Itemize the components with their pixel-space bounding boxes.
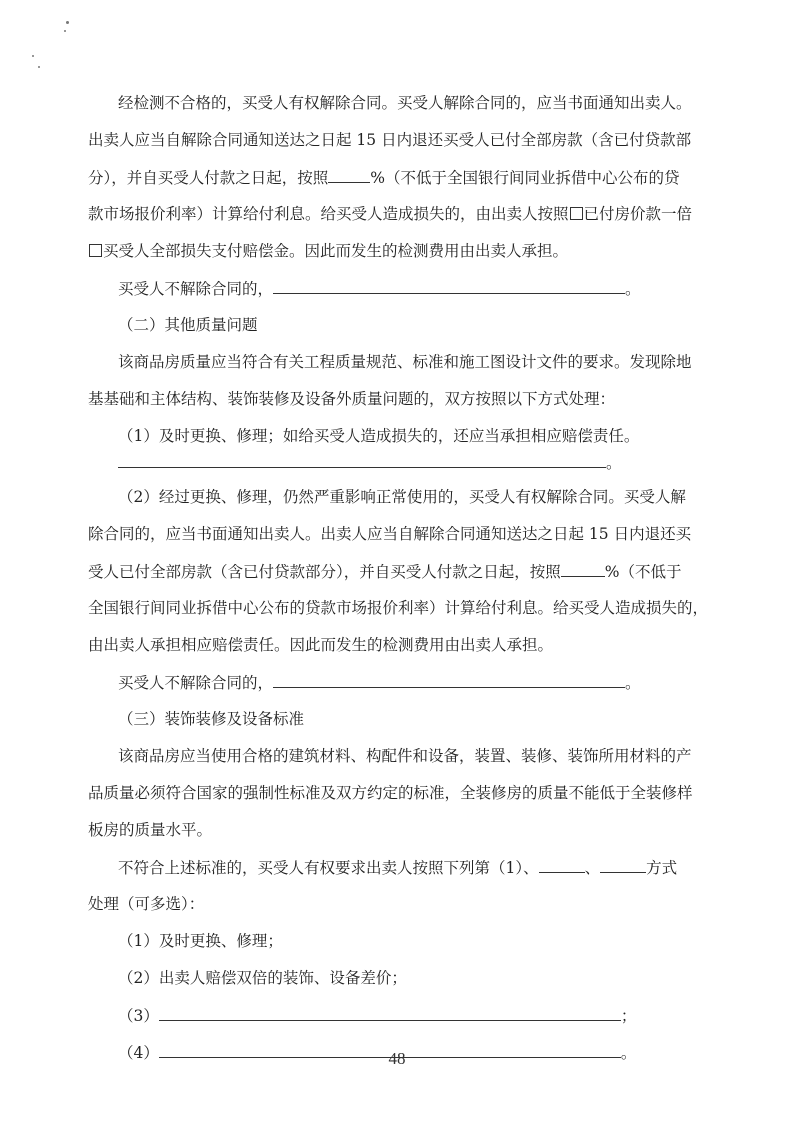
fill-blank[interactable] <box>118 452 606 468</box>
fill-blank[interactable] <box>273 278 625 294</box>
paragraph-line: 买受人不解除合同的， 。 <box>118 280 641 298</box>
paragraph-line: 经检测不合格的，买受人有权解除合同。买受人解除合同的，应当书面通知出卖人。 <box>118 94 692 112</box>
scan-speck <box>38 66 40 68</box>
list-item: （4） 。 <box>118 1044 637 1062</box>
paragraph-line: 全国银行间同业拆借中心公布的贷款市场报价利率）计算给付利息。给买受人造成损失的， <box>88 599 709 617</box>
list-item: （3） ； <box>118 1007 637 1025</box>
rate-blank[interactable] <box>561 561 605 577</box>
fill-blank[interactable] <box>273 672 625 688</box>
paragraph-line: 板房的质量水平。 <box>88 821 213 839</box>
section-heading: （二）其他质量问题 <box>118 316 258 334</box>
paragraph-line: 品质量必须符合国家的强制性标准及双方约定的标准，全装修房的质量不能低于全装修样 <box>88 784 693 802</box>
fill-blank[interactable] <box>159 1005 621 1021</box>
list-item: （1）及时更换、修理； <box>118 932 283 950</box>
paragraph-line: 由出卖人承担相应赔偿责任。因此而发生的检测费用由出卖人承担。 <box>88 636 554 654</box>
paragraph-line: 分），并自买受人付款之日起，按照 %（不低于全国银行间同业拆借中心公布的贷 <box>88 169 680 187</box>
paragraph-line: 处理（可多选）： <box>88 895 205 913</box>
paragraph-line: 买受人全部损失支付赔偿金。因此而发生的检测费用由出卖人承担。 <box>88 241 568 261</box>
paragraph-line: 款市场报价利率）计算给付利息。给买受人造成损失的，由出卖人按照 已付房价款一倍 <box>88 205 693 223</box>
checkbox[interactable] <box>570 207 583 220</box>
scan-speck <box>66 21 69 24</box>
paragraph-line: 该商品房应当使用合格的建筑材料、构配件和设备，装置、装修、装饰所用材料的产 <box>118 747 692 765</box>
section-heading: （三）装饰装修及设备标准 <box>118 710 305 728</box>
paragraph-line: 受人已付全部房款（含已付贷款部分），并自买受人付款之日起，按照 %（不低于 <box>88 563 682 581</box>
paragraph-line: 买受人不解除合同的， 。 <box>118 674 641 692</box>
paragraph-line: 该商品房质量应当符合有关工程质量规范、标准和施工图设计文件的要求。发现除地 <box>118 353 692 371</box>
scan-speck <box>64 30 66 32</box>
rate-blank[interactable] <box>328 167 370 183</box>
list-item: （2）出卖人赔偿双倍的装饰、设备差价； <box>118 969 407 987</box>
paragraph-line: 除合同的，应当书面通知出卖人。出卖人应当自解除合同通知送达之日起 15 日内退还买 <box>88 525 692 543</box>
option-blank[interactable] <box>539 857 585 873</box>
option-blank[interactable] <box>600 857 646 873</box>
paragraph-line: 不符合上述标准的，买受人有权要求出卖人按照下列第（1）、 、 方式 <box>118 859 678 877</box>
paragraph-line: （1）及时更换、修理；如给买受人造成损失的，还应当承担相应赔偿责任。 <box>118 427 640 445</box>
paragraph-line: 。 <box>118 452 622 473</box>
paragraph-line: 出卖人应当自解除合同通知送达之日起 15 日内退还买受人已付全部房款（含已付贷款部 <box>88 131 692 149</box>
page-number: 48 <box>388 1049 406 1068</box>
checkbox[interactable] <box>89 244 102 257</box>
scan-speck <box>32 55 34 57</box>
paragraph-line: （2）经过更换、修理，仍然严重影响正常使用的，买受人有权解除合同。买受人解 <box>118 488 686 506</box>
paragraph-line: 基基础和主体结构、装饰装修及设备外质量问题的，双方按照以下方式处理： <box>88 390 616 408</box>
